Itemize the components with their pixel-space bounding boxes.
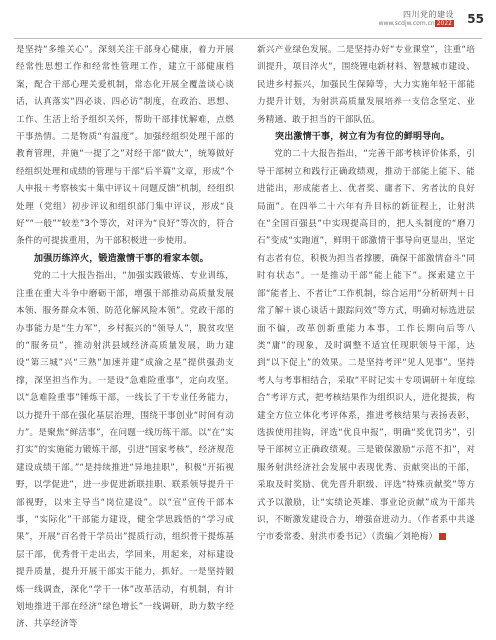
magazine-title: 四川党的建设 — [403, 10, 454, 19]
right-column — [257, 42, 475, 547]
left-paragraph-1: 是坚持“多维关心”。深刻关注干部身心健康，着力开展经常性思想工作和经常性管理工作，建立干部健康档案，配合干部心理关爱机制，常态化开展全覆盖谈心谈话，认真落实“四必谈、四必访”制度，在政治、思想、工作、生活上给予组织关怀，帮助干部排忧解难，点燃干事热情。二是物质“有温度”。加强经组织处理干部的教育管理，并施“一提了之”对经干部“做大”，统筹做好经组织处理和成绩的管理与干部“后半篇”文章，形成“个人申报＋考察核实＋集中评议＋问题反馈”机制，经组织处理（党组）初步评议和组织部门集中评议，形成“良好”“一般”“较差”3个等次，对评为“良好”等次的，符合条件的可提拔重用，为干部积极进一步使用。 — [16, 45, 234, 247]
magazine-year-badge: 2022 — [436, 20, 452, 27]
page-number: 55 — [467, 12, 484, 26]
left-paragraph-2: 党的二十大报告指出，“加强实践锻炼、专业训练，注重在重大斗争中磨砺干部，增强干部推动高质量发展本领、服务群众本领、防范化解风险本领”。党政干部的办事能力是“生力军”，乡村振兴的“领导人”，脱贫攻坚的“服务员”，推动射洪县域经济高质量发展，助力建设“第三城”兴“三熟”加速并建“成渝之星”提供强劲支撑，深坚担当作为。一是设“急难险重事”，定向攻坚。以“急难险重事”锤炼干部，一线长了干专业任务能力，以力提升干部在强化基层治理，围绕干事创业“时间有动力”。是聚焦“鲜活事”，在问题一线历练干部。以“在“实打实”的实施能力锻炼干部，引进“国家考核”，经济规范建设成绩干部。”“是持续推进“异地挂职”，积极“开拓视野，以学促进”，进一步促进新联挂职、联系领导提升干部视野，以来主导当“岗位建设”。以“宣”宣传干部本事，“实际化”干部能力建设，健全学思践悟的“学习成果”，开展“百名骨干学员出”提质行动，组织骨干提炼基层干部，优秀骨干走出去，学回来，用起来，对标建设提升质量，提升开展干部实干能力，抓好。一是坚持锻炼一线调查，深化“学干一体”改革活动，有机制，有计划地推进干部在经济“绿色增长”一线调研，助力数字经济、共享经济等 — [16, 271, 234, 630]
left-column — [16, 42, 234, 634]
header-divider — [14, 38, 482, 39]
right-paragraph-2 — [257, 146, 475, 546]
article-end-mark — [439, 533, 446, 540]
magazine-url-text: www.scdjw.com.cn — [378, 20, 435, 27]
right-paragraph-2-text: 党的二十大报告指出，“完善干部考核评价体系，引导干部树立和践行正确政绩观，推动干部能上能下、能进能出，形成能者上、优者奖、庸者下、劣者汰的良好局面”。在四举二十六年有升目标的新征程上，让射洪在“全国百强县”中实现提高目的，把人头制度的“磨刀石”变成“实跑道”，鲜明干部激情干事导向更显出，坚定有志者有位，积极为担当者撑腰，确保干部激情奋斗“同时有状态”。一是推动干部“能上能下”。探索建立干部“能者上、不者让”工作机制，综合运用“分析研判＋日常了解＋谈心谈话＋跟踪问效”等方式，明确对标选进层面不偏，改革创新重能力本事，工作长期向后等八类“庸”的现象，及时调整不适宜任现职领导干部，达到“以下促上”的效果。二是坚持考评“见人见事”。坚持考人与考事相结合，采取“平时记实＋专项调研＋年度综合”考评方式，把考核结果作为组织识人，进化提拔，构建全方位立体化考评体系，推进考核结果与表扬表彰，选拔使用挂钩，评选“优良申报”，明确“奖优罚劣”，引导干部树立正确政绩观。三是锻保激励“示范不扣”，对服务射洪经济社会发展中表现优秀、贡献突出的干部，采取及时奖励、优先晋升职级、评选“特殊贡献奖”等方式予以激励，让“实绩论英雄、事业论贡献”成为干部共识，不断激发建设合力，增强奋进动力。（作者系中共遂宁市委常委、射洪市委书记）（责编／刘艳梅） — [257, 149, 475, 543]
page-header — [288, 6, 488, 36]
section-heading-incentive: 突出激情干事，树立有为有位的鲜明导向。 — [275, 132, 450, 143]
magazine-url — [379, 20, 454, 28]
section-heading-training: 加强历练淬火，锻造激情干事的看家本领。 — [34, 253, 209, 264]
magazine-brand — [379, 10, 454, 28]
right-paragraph-1: 新兴产业绿色发展。二是坚持办好“专业课堂”，注重“培训提升，项目淬火”，围绕锂电新材料、智慧城市建设、民进乡村振兴，加强民生保障等，大力实施年轻干部能力提升计划，为射洪高质量发展培养一支信念坚定、业务精通、敢于担当的干部队伍。 — [257, 45, 475, 125]
